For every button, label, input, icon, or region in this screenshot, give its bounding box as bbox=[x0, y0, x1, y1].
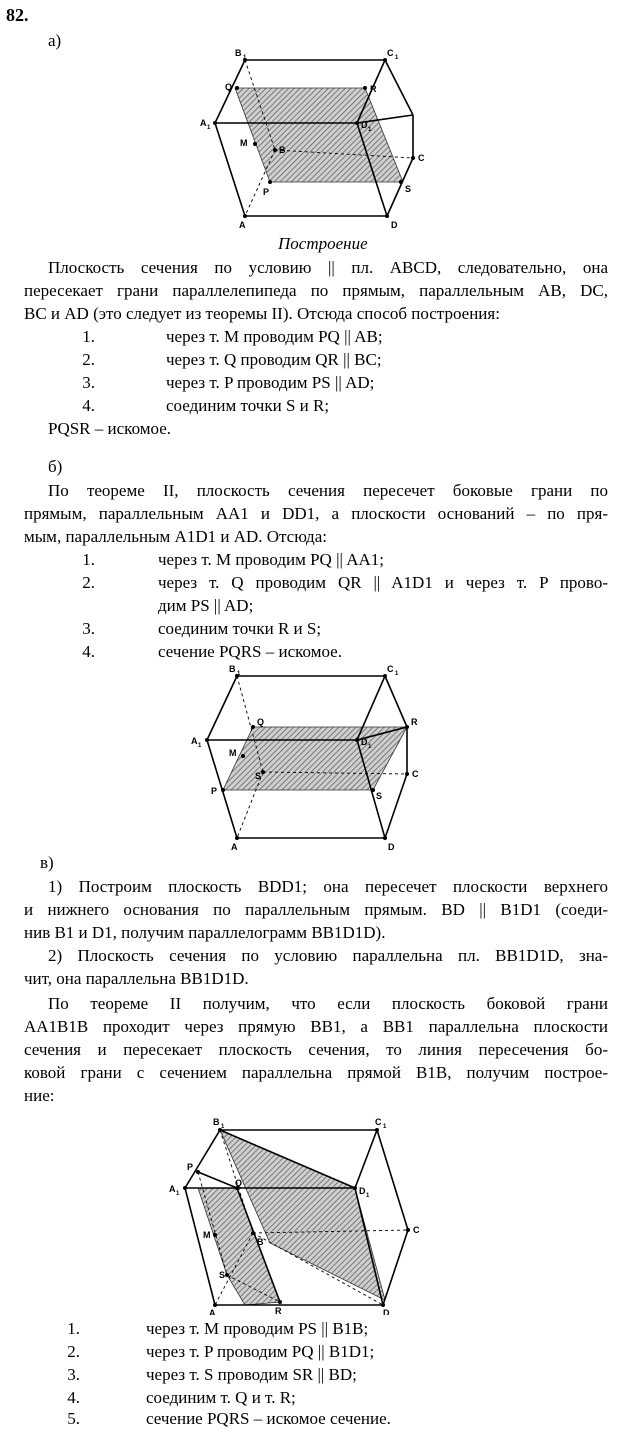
figure-c bbox=[165, 1100, 440, 1315]
label-a: A bbox=[239, 220, 246, 230]
problem-number: 82. bbox=[6, 5, 29, 25]
svg-text:1: 1 bbox=[207, 125, 211, 131]
part-b-para-line1: По теореме II, плоскость сечения пересечет боковые грани по bbox=[48, 481, 608, 500]
section-pqsr-a bbox=[235, 88, 403, 182]
part-c-para1-line2: и нижнего основания по параллельным прямым. BD || B1D1 (соеди- bbox=[24, 900, 608, 919]
label-b: B bbox=[257, 1237, 264, 1247]
part-c-para3-line2: AA1B1B проходит через прямую BB1, а BB1 параллельна плоскости bbox=[24, 1017, 608, 1036]
label-m: M bbox=[203, 1230, 211, 1240]
figure-a-caption: Построение bbox=[278, 234, 368, 253]
svg-text:1: 1 bbox=[237, 671, 241, 677]
part-a-para-line3: BC и AD (это следует из теоремы II). Отсюда способ построения: bbox=[24, 304, 500, 323]
label-p: P bbox=[263, 187, 270, 197]
label-c: C bbox=[418, 153, 425, 163]
part-c-para2-line1: 2) Плоскость сечения по условию параллельна пл. BB1D1D, зна- bbox=[48, 946, 608, 965]
svg-text:1: 1 bbox=[198, 743, 202, 749]
label-d1: D bbox=[361, 737, 368, 747]
part-b-label: б) bbox=[48, 457, 63, 476]
part-c-para1-line3: нив B1 и D1, получим параллелограмм BB1D1D). bbox=[24, 923, 386, 942]
label-r: R bbox=[370, 84, 377, 94]
svg-text:1: 1 bbox=[366, 1193, 370, 1199]
label-m: M bbox=[229, 748, 237, 758]
label-p: P bbox=[211, 786, 218, 796]
label-d1: D bbox=[361, 120, 368, 130]
label-p: P bbox=[187, 1162, 194, 1172]
label-c1: C bbox=[375, 1117, 382, 1127]
figure-a bbox=[195, 40, 445, 235]
part-c-para3-line4: ковой грани с сечением параллельна прямой B1B, получим построе- bbox=[24, 1063, 608, 1082]
label-q: Q bbox=[257, 717, 265, 727]
figure-b bbox=[185, 660, 445, 855]
svg-text:1: 1 bbox=[368, 744, 372, 750]
label-b1: B bbox=[213, 1117, 220, 1127]
label-b1: B bbox=[229, 664, 236, 674]
part-c-para3-line5: ние: bbox=[24, 1086, 55, 1105]
part-c-para2-line2: чит, она параллельна BB1D1D. bbox=[24, 969, 249, 988]
label-d: D bbox=[388, 842, 395, 852]
svg-text:1: 1 bbox=[383, 1124, 387, 1130]
label-d: D bbox=[383, 1308, 390, 1315]
part-a-para-line1: Плоскость сечения по условию || пл. ABCD, следовательно, она bbox=[48, 258, 608, 277]
part-c-para3-line1: По теореме II получим, что если плоскость боковой грани bbox=[48, 994, 608, 1013]
svg-text:1: 1 bbox=[395, 671, 399, 677]
label-b1: B bbox=[235, 48, 242, 58]
label-a: A bbox=[209, 1308, 216, 1315]
label-r: R bbox=[275, 1306, 282, 1315]
part-c-para3-line3: сечения и пересекает плоскость сечения, то линия пересечения бо- bbox=[24, 1040, 608, 1059]
section-pqrs-b bbox=[223, 727, 407, 790]
label-c1: C bbox=[387, 48, 394, 58]
part-c-label: в) bbox=[40, 853, 54, 872]
label-m: M bbox=[240, 138, 248, 148]
svg-text:1: 1 bbox=[176, 1191, 180, 1197]
svg-text:1: 1 bbox=[221, 1124, 225, 1130]
label-d: D bbox=[391, 220, 398, 230]
label-s: S bbox=[376, 791, 383, 801]
label-c: C bbox=[412, 769, 419, 779]
label-q: Q bbox=[225, 82, 233, 92]
part-c-para1-line1: 1) Построим плоскость BDD1; она пересечет плоскости верхнего bbox=[48, 877, 608, 896]
label-b: B bbox=[279, 145, 286, 155]
part-a-result: PQSR – искомое. bbox=[48, 419, 172, 438]
label-a1: A bbox=[169, 1184, 176, 1194]
label-q: Q bbox=[235, 1178, 243, 1188]
label-s-inner: S bbox=[255, 771, 262, 781]
label-s: S bbox=[219, 1270, 226, 1280]
label-r: R bbox=[411, 717, 418, 727]
part-a-para-line2: пересекает грани параллелепипеда по прямым, параллельным AB, DC, bbox=[24, 281, 608, 300]
part-b-para-line3: мым, параллельным A1D1 и AD. Отсюда: bbox=[24, 527, 327, 546]
svg-text:1: 1 bbox=[368, 127, 372, 133]
label-a1: A bbox=[200, 118, 207, 128]
label-d1: D bbox=[359, 1186, 366, 1196]
part-a-label: а) bbox=[48, 31, 62, 50]
label-c: C bbox=[413, 1225, 420, 1235]
label-c1: C bbox=[387, 664, 394, 674]
label-a1: A bbox=[191, 736, 198, 746]
svg-text:1: 1 bbox=[395, 55, 399, 61]
label-a: A bbox=[231, 842, 238, 852]
svg-text:1: 1 bbox=[243, 55, 247, 61]
label-s: S bbox=[405, 184, 412, 194]
part-b-para-line2: прямым, параллельным AA1 и DD1, а плоскости оснований – по пря- bbox=[24, 504, 608, 523]
